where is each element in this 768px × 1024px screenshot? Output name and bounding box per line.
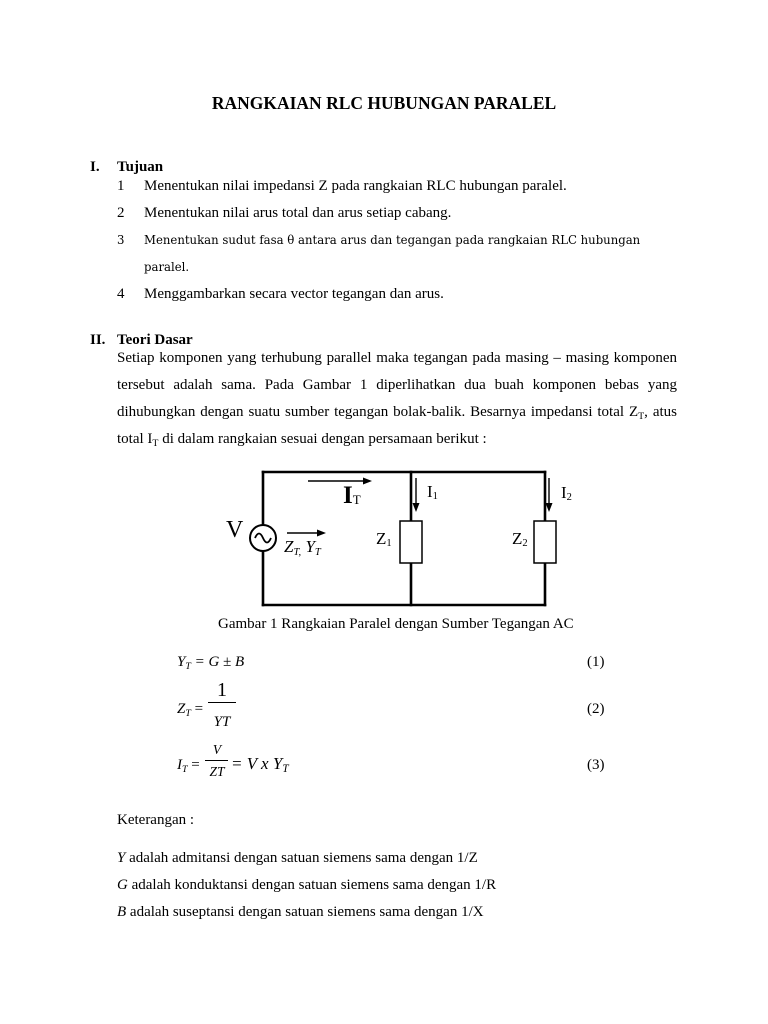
symbol: I — [343, 482, 353, 509]
arrowhead — [413, 503, 420, 512]
equation-3-rhs — [231, 754, 289, 774]
note-symbol: Y — [117, 850, 126, 866]
symbol: Z — [376, 529, 387, 548]
equation-3-fraction-bar — [205, 760, 228, 761]
subscript: T — [182, 763, 188, 775]
list-item-text: Menentukan sudut fasa θ antara arus dan tegangan pada rangkaian RLC hubungan — [144, 233, 641, 247]
equation-lhs: Z — [177, 701, 186, 717]
paragraph-text: , atus — [644, 404, 677, 420]
paragraph-text: dihubungkan dengan suatu sumber tegangan bolak-balik. Besarnya impedansi total Z — [117, 404, 639, 420]
equation-3-denominator: ZT — [209, 764, 225, 779]
subscript: 2 — [566, 492, 572, 503]
note-text: adalah konduktansi dengan satuan siemens sama dengan 1/R — [127, 877, 497, 893]
paragraph-text: total I — [117, 431, 153, 447]
impedance-z2-label — [512, 529, 528, 552]
impedance-z2-element — [534, 521, 556, 563]
equation-rhs: = G ± B — [190, 654, 245, 670]
note-text: adalah admitansi dengan satuan siemens sama dengan 1/Z — [125, 850, 478, 866]
page-title: RANGKAIAN RLC HUBUNGAN PARALEL — [211, 93, 557, 113]
equals-sign: = — [187, 757, 200, 773]
section-number-teori-dasar: II. — [90, 332, 106, 348]
figure-caption: Gambar 1 Rangkaian Paralel dengan Sumber Tegangan AC — [218, 616, 574, 632]
list-item-text-continued: paralel. — [144, 260, 190, 274]
symbol: Z — [512, 529, 523, 548]
equation-2 — [177, 700, 203, 718]
subscript: T — [185, 660, 191, 672]
equation-lhs: I — [177, 757, 182, 773]
note-item — [117, 849, 478, 867]
list-item-number: 4 — [117, 286, 125, 302]
equation-2-fraction-bar — [208, 702, 236, 703]
note-item — [117, 876, 496, 894]
arrowhead — [363, 478, 372, 485]
section-heading-tujuan: Tujuan — [117, 159, 164, 175]
list-item-number: 1 — [117, 178, 125, 194]
subscript: 1 — [386, 538, 392, 549]
subscript: 2 — [522, 538, 528, 549]
equation-3-number: (3) — [587, 757, 605, 773]
list-item-text: Menentukan nilai arus total dan arus setiap cabang. — [144, 205, 452, 221]
paragraph-line — [117, 403, 677, 421]
note-symbol: G — [117, 877, 128, 893]
paragraph-line: Setiap komponen yang terhubung parallel maka tegangan pada masing – masing komponen — [117, 350, 677, 366]
symbol: Y — [301, 537, 315, 556]
branch-current-1-arrow — [413, 478, 420, 512]
total-impedance-admittance-label — [284, 537, 321, 560]
total-current-label — [343, 482, 361, 513]
subscript: T — [314, 547, 321, 558]
note-symbol: B — [117, 904, 127, 920]
symbol: I — [427, 482, 433, 501]
branch-current-1-label — [427, 482, 438, 505]
note-item — [117, 903, 484, 921]
total-current-arrow — [308, 478, 372, 485]
arrowhead — [317, 530, 326, 537]
impedance-z1-label — [376, 529, 392, 552]
subscript: T — [352, 492, 361, 507]
subscript: T — [282, 763, 289, 776]
impedance-z1-element — [400, 521, 422, 563]
equation-3 — [177, 756, 200, 774]
paragraph-line — [117, 430, 677, 448]
subscript: T — [185, 707, 191, 719]
subscript: T — [152, 437, 159, 449]
total-impedance-arrow — [287, 530, 326, 537]
list-item-number: 2 — [117, 205, 125, 221]
list-item-number: 3 — [117, 233, 125, 247]
equation-3-numerator: V — [212, 742, 222, 757]
subscript: T — [638, 410, 645, 422]
note-text: adalah suseptansi dengan satuan siemens sama dengan 1/X — [126, 904, 484, 920]
equation-2-denominator: YT — [213, 714, 231, 730]
symbol: I — [561, 483, 567, 502]
equals-sign: = — [190, 701, 204, 717]
section-heading-teori-dasar: Teori Dasar — [117, 332, 193, 348]
branch-current-2-label — [561, 483, 572, 506]
subscript: T, — [293, 547, 302, 558]
equation-1 — [177, 653, 244, 671]
paragraph-line: tersebut adalah sama. Pada Gambar 1 diperlihatkan dua buah komponen bebas yang — [117, 377, 677, 393]
symbol: Z — [284, 537, 294, 556]
branch-current-2-arrow — [546, 478, 553, 512]
equation-lhs: Y — [177, 654, 186, 670]
equation-rhs: = V x Y — [231, 754, 283, 773]
equation-2-numerator: 1 — [217, 679, 227, 701]
notes-heading: Keterangan : — [117, 812, 195, 828]
list-item-text: Menggambarkan secara vector tegangan dan arus. — [144, 286, 444, 302]
equation-2-number: (2) — [587, 701, 605, 717]
equation-1-number: (1) — [587, 654, 605, 670]
source-voltage-label: V — [226, 517, 244, 543]
arrowhead — [546, 503, 553, 512]
list-item-text: Menentukan nilai impedansi Z pada rangkaian RLC hubungan paralel. — [144, 178, 567, 194]
paragraph-text: di dalam rangkaian sesuai dengan persamaan berikut : — [158, 431, 487, 447]
subscript: 1 — [432, 491, 438, 502]
section-number-tujuan: I. — [90, 159, 100, 175]
